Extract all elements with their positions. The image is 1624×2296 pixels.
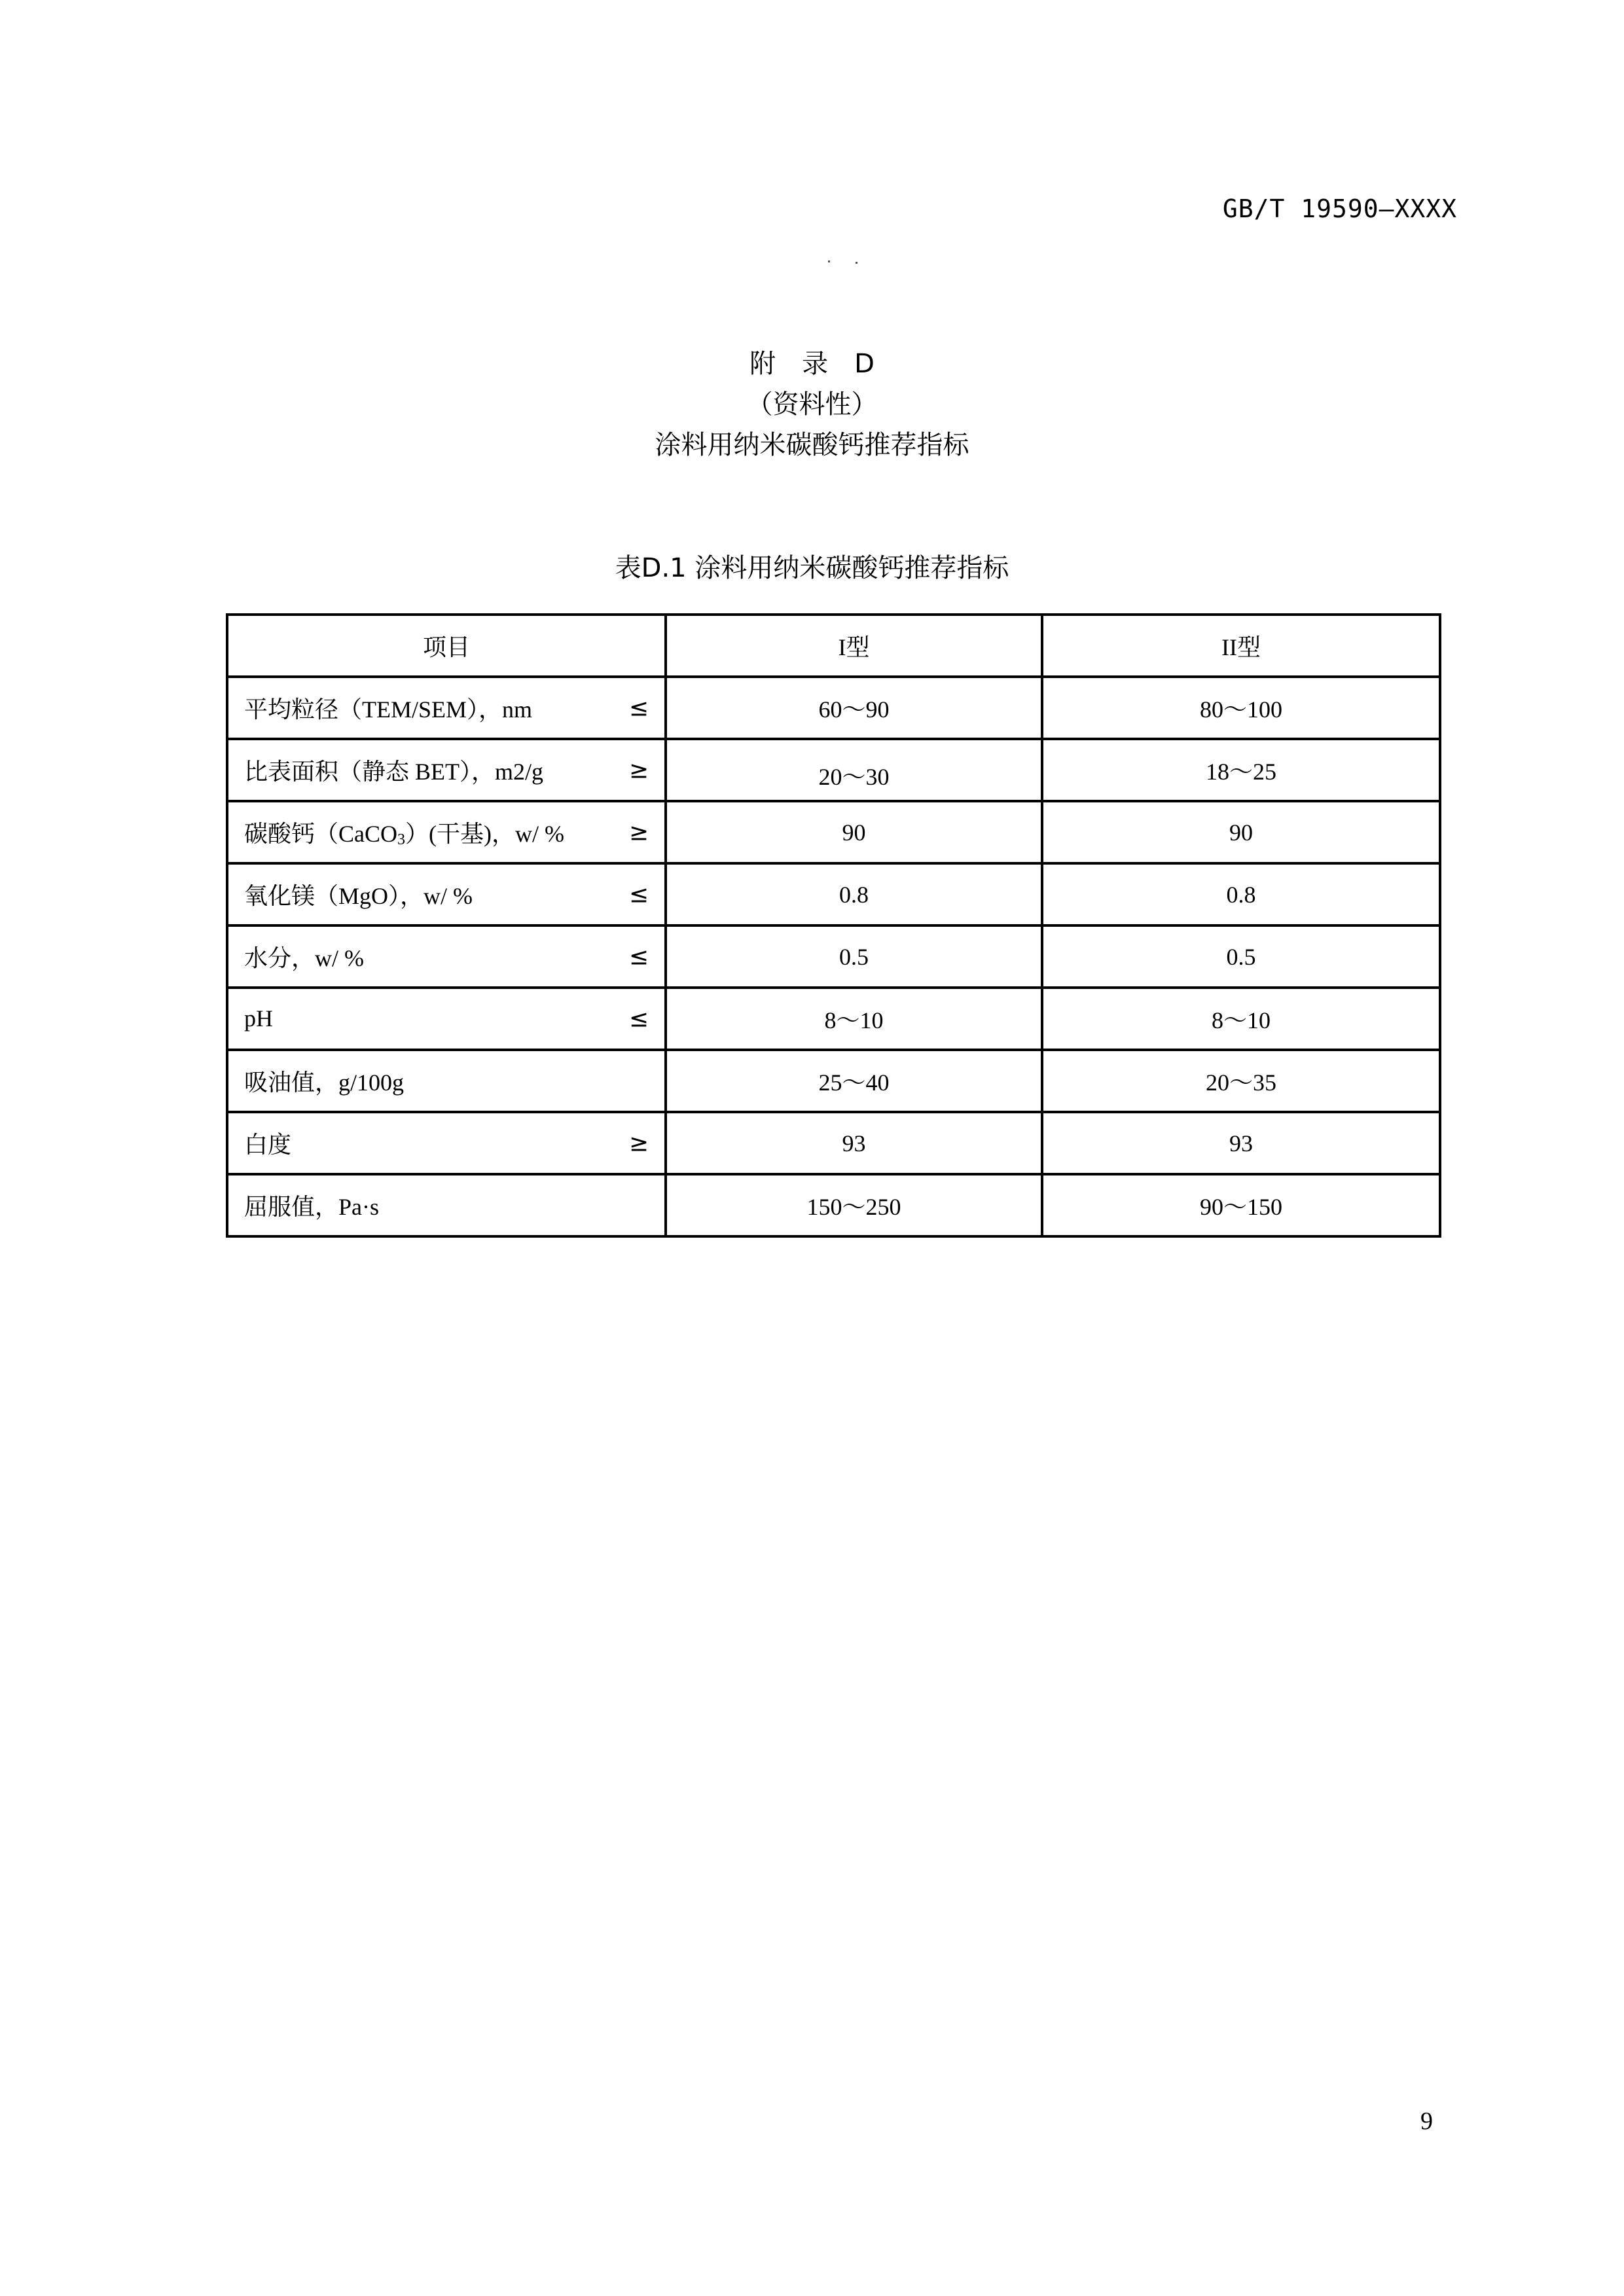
- page-number: 9: [1420, 2108, 1433, 2135]
- scan-artifact-dots: [828, 260, 857, 264]
- table-row: [227, 1174, 1440, 1236]
- table-header-row: [227, 615, 1440, 677]
- appendix-label-part: 附: [749, 349, 776, 379]
- item-label: 碳酸钙（CaCO$_3$）(干基)，w/ %: [244, 821, 564, 848]
- column-header-item: 项目: [227, 615, 666, 677]
- appendix-label-part: 录: [802, 349, 829, 379]
- item-label: 比表面积（静态 BET），m2/g: [244, 759, 543, 785]
- type-II-value: 0.5: [1042, 925, 1440, 988]
- item-cell: [227, 925, 666, 988]
- item-label: pH: [244, 1005, 273, 1031]
- type-II-value: 18～25: [1042, 739, 1440, 801]
- table-row: [227, 739, 1440, 801]
- item-cell: [227, 1112, 666, 1174]
- item-label: 白度: [244, 1132, 292, 1158]
- type-I-value: 20～30: [666, 739, 1042, 801]
- type-II-value: 0.8: [1042, 863, 1440, 925]
- table-caption: 表D.1 涂料用纳米碳酸钙推荐指标: [615, 553, 1009, 583]
- item-cell: [227, 988, 666, 1050]
- type-II-value: 90: [1042, 801, 1440, 863]
- type-II-value: 93: [1042, 1112, 1440, 1174]
- table-row: [227, 801, 1440, 863]
- item-label: 氧化镁（MgO），w/ %: [244, 883, 473, 909]
- type-I-value: 0.5: [666, 925, 1042, 988]
- appendix-letter: D: [854, 349, 875, 379]
- type-I-value: 8～10: [666, 988, 1042, 1050]
- appendix-title: 涂料用纳米碳酸钙推荐指标: [655, 430, 969, 460]
- type-I-value: 25～40: [666, 1050, 1042, 1112]
- comparator-symbol: ≥: [628, 819, 649, 846]
- type-II-value: 80～100: [1042, 677, 1440, 739]
- artifact-dot: [828, 260, 830, 262]
- type-I-value: 90: [666, 801, 1042, 863]
- column-header-type-I: I型: [666, 615, 1042, 677]
- table-row: [227, 925, 1440, 988]
- appendix-type: （资料性）: [746, 389, 878, 420]
- item-cell: [227, 1050, 666, 1112]
- item-cell: [227, 863, 666, 925]
- comparator-symbol: ≤: [628, 1005, 649, 1032]
- comparator-symbol: ≤: [628, 943, 649, 970]
- artifact-dot: [856, 262, 857, 264]
- comparator-symbol: ≥: [628, 1130, 649, 1157]
- comparator-symbol: ≤: [628, 694, 649, 721]
- table-row: [227, 677, 1440, 739]
- type-I-value: 93: [666, 1112, 1042, 1174]
- item-cell: [227, 677, 666, 739]
- standard-code: GB/T 19590—XXXX: [1222, 194, 1457, 223]
- table-row: [227, 1050, 1440, 1112]
- table-row: [227, 1112, 1440, 1174]
- item-label: 吸油值，g/100g: [244, 1069, 405, 1096]
- item-label: 水分，w/ %: [244, 945, 364, 971]
- type-II-value: 90～150: [1042, 1174, 1440, 1236]
- spec-table: [226, 613, 1441, 1238]
- table-row: [227, 988, 1440, 1050]
- type-I-value: 60～90: [666, 677, 1042, 739]
- item-cell: [227, 739, 666, 801]
- appendix-label: [0, 344, 1624, 384]
- comparator-symbol: ≤: [628, 881, 649, 908]
- appendix-heading: [0, 344, 1624, 465]
- column-header-type-II: II型: [1042, 615, 1440, 677]
- item-label: 屈服值，Pa·s: [244, 1194, 379, 1220]
- type-I-value: 0.8: [666, 863, 1042, 925]
- item-label: 平均粒径（TEM/SEM），nm: [244, 696, 533, 723]
- type-II-value: 20～35: [1042, 1050, 1440, 1112]
- type-II-value: 8～10: [1042, 988, 1440, 1050]
- comparator-symbol: ≥: [628, 757, 649, 783]
- item-cell: [227, 801, 666, 863]
- type-I-value: 150～250: [666, 1174, 1042, 1236]
- table-row: [227, 863, 1440, 925]
- item-cell: [227, 1174, 666, 1236]
